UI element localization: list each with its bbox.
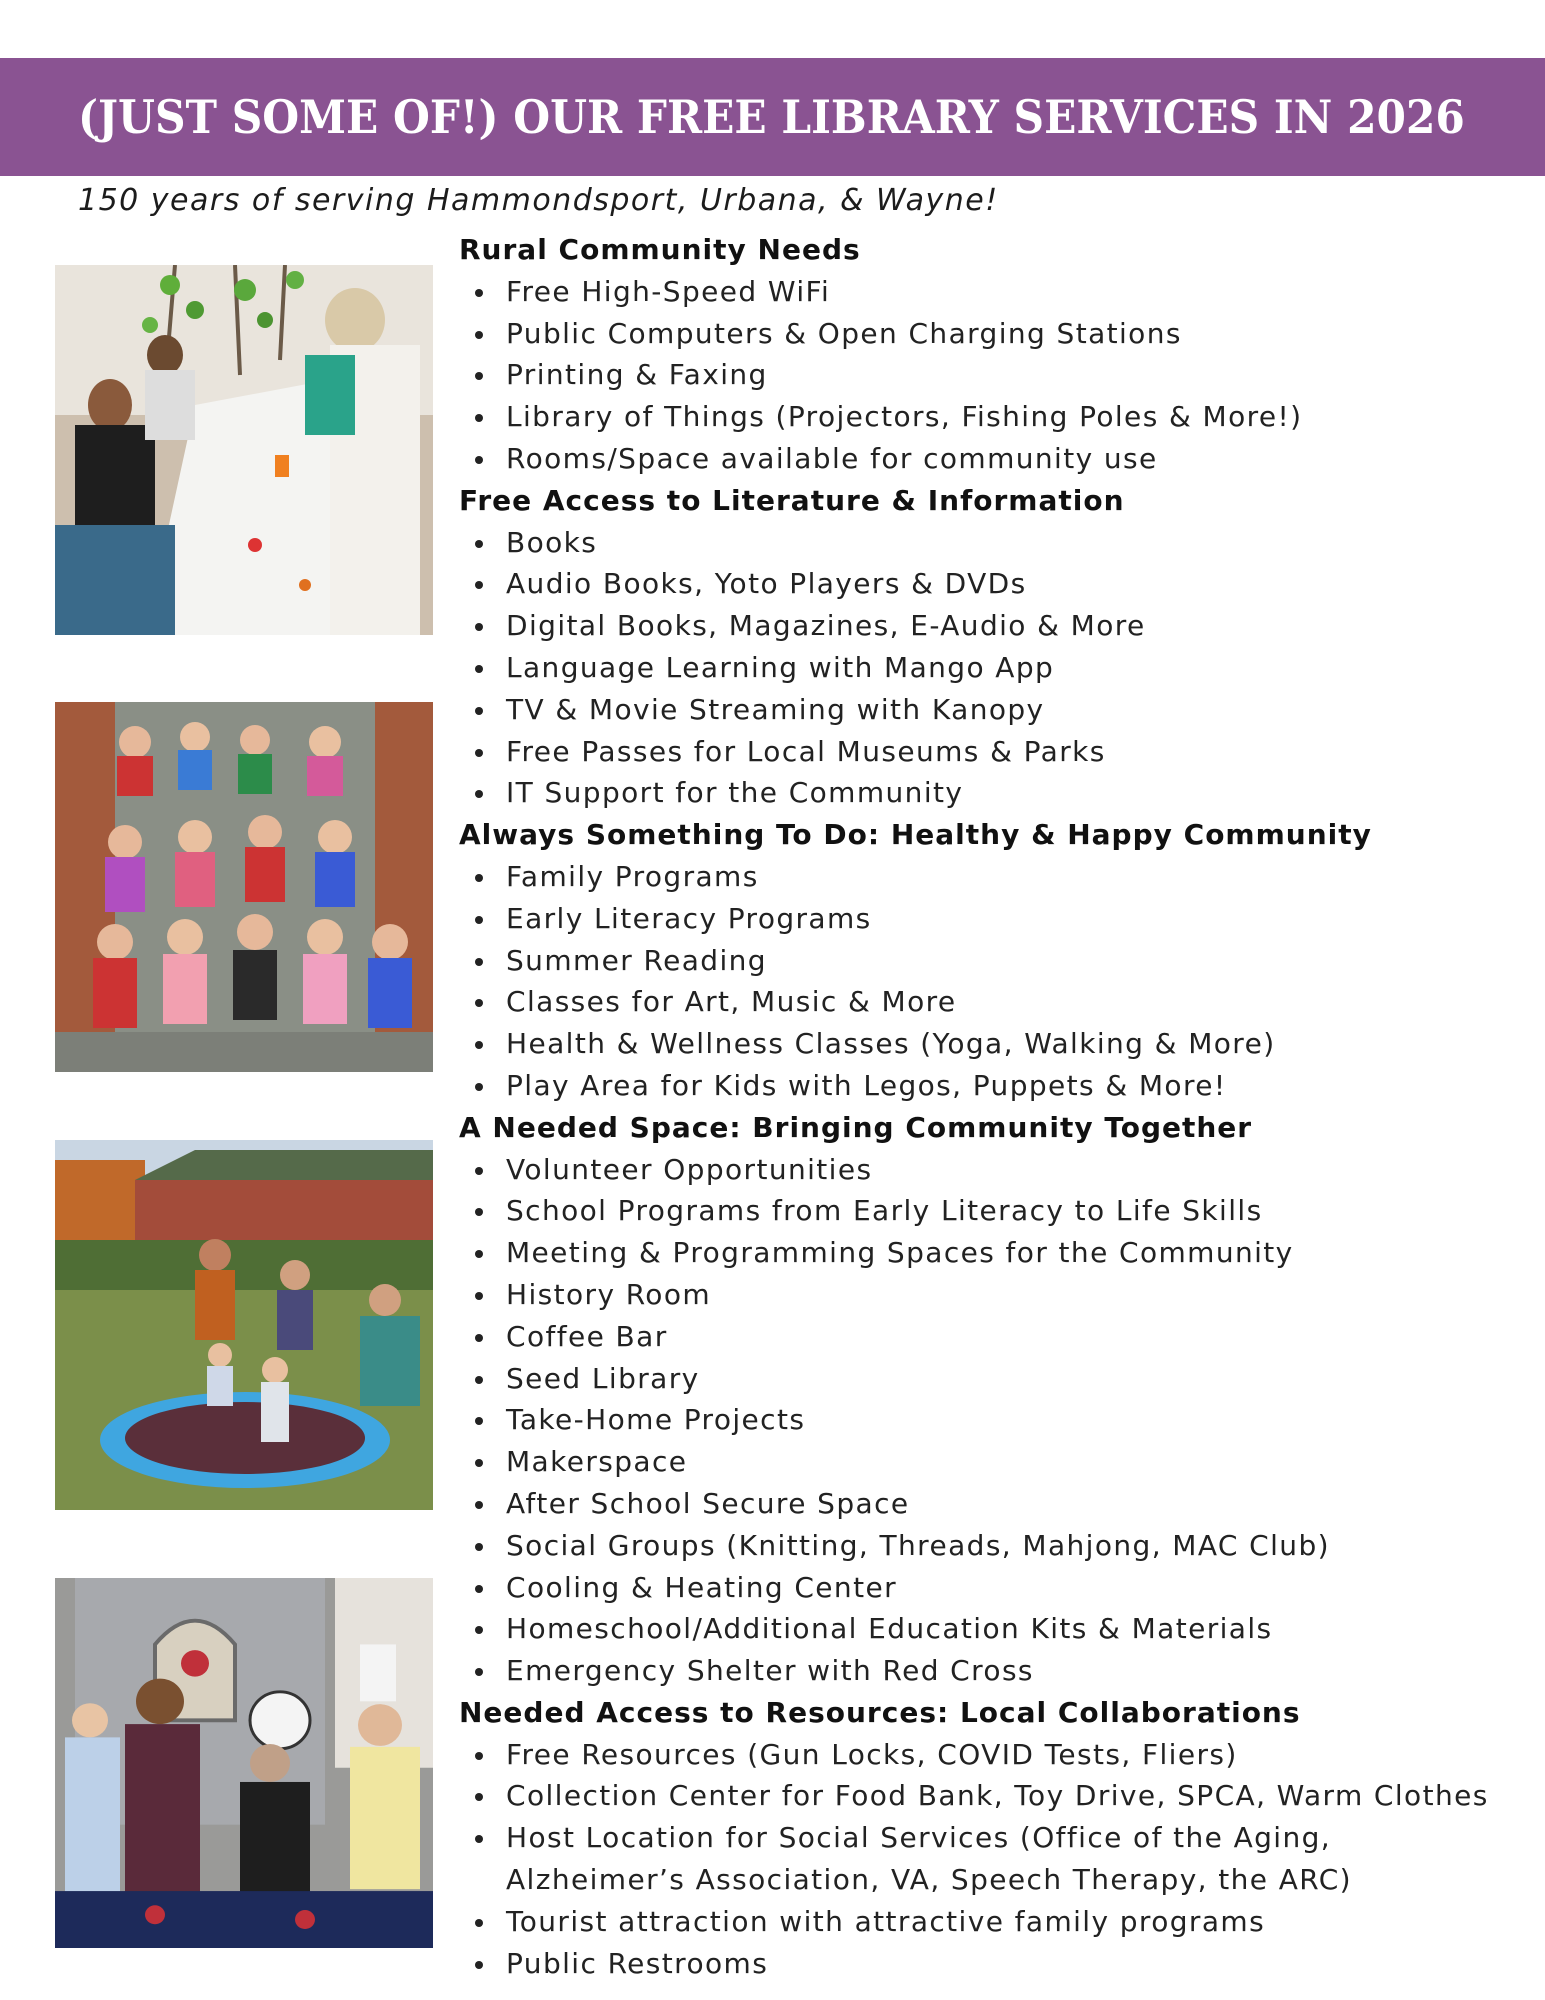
- list-item: Coffee Bar: [459, 1316, 1519, 1358]
- section-heading: Always Something To Do: Healthy & Happy Community: [459, 818, 1372, 852]
- list-item: TV & Movie Streaming with Kanopy: [459, 689, 1519, 731]
- section-healthy-community: [459, 814, 1519, 1107]
- list-item: Seed Library: [459, 1358, 1519, 1400]
- list-item: Cooling & Heating Center: [459, 1567, 1519, 1609]
- list-item: Family Programs: [459, 856, 1519, 898]
- list-item: Volunteer Opportunities: [459, 1149, 1519, 1191]
- list-item: History Room: [459, 1274, 1519, 1316]
- list-item: Library of Things (Projectors, Fishing Poles & More!): [459, 396, 1519, 438]
- list-item: Early Literacy Programs: [459, 898, 1519, 940]
- services-list: [459, 229, 1519, 1984]
- title-banner: [0, 58, 1545, 176]
- page-title: (JUST SOME OF!) OUR FREE LIBRARY SERVICES IN 2026: [78, 90, 1465, 144]
- list-item: Language Learning with Mango App: [459, 647, 1519, 689]
- list-item: Classes for Art, Music & More: [459, 981, 1519, 1023]
- list-item: Public Computers & Open Charging Stations: [459, 313, 1519, 355]
- list-item: Books: [459, 522, 1519, 564]
- list-item: After School Secure Space: [459, 1483, 1519, 1525]
- section-heading: Needed Access to Resources: Local Collaborations: [459, 1695, 1301, 1729]
- list-item: Free Resources (Gun Locks, COVID Tests, Fliers): [459, 1734, 1519, 1776]
- list-item: Take-Home Projects: [459, 1399, 1519, 1441]
- section-heading: Free Access to Literature & Information: [459, 483, 1125, 517]
- list-item: Social Groups (Knitting, Threads, Mahjong, MAC Club): [459, 1525, 1519, 1567]
- list-item: Homeschool/Additional Education Kits & Materials: [459, 1608, 1519, 1650]
- list-item: Public Restrooms: [459, 1943, 1519, 1985]
- list-item: Meeting & Programming Spaces for the Community: [459, 1232, 1519, 1274]
- list-item: Printing & Faxing: [459, 354, 1519, 396]
- section-heading: A Needed Space: Bringing Community Together: [459, 1110, 1253, 1144]
- craft-workshop-photo: [55, 265, 433, 635]
- list-item: IT Support for the Community: [459, 772, 1519, 814]
- list-item: Emergency Shelter with Red Cross: [459, 1650, 1519, 1692]
- list-item: Collection Center for Food Bank, Toy Drive, SPCA, Warm Clothes: [459, 1775, 1519, 1817]
- list-item: Play Area for Kids with Legos, Puppets & More!: [459, 1065, 1519, 1107]
- section-rural-needs: [459, 229, 1519, 480]
- list-item: Host Location for Social Services (Office of the Aging, Alzheimer’s Association, VA, Speech Therapy, the ARC): [459, 1817, 1519, 1901]
- section-heading: Rural Community Needs: [459, 233, 861, 266]
- list-item: Free High-Speed WiFi: [459, 271, 1519, 313]
- list-item: Rooms/Space available for community use: [459, 438, 1519, 480]
- list-item: School Programs from Early Literacy to Life Skills: [459, 1190, 1519, 1232]
- list-item: Health & Wellness Classes (Yoga, Walking & More): [459, 1023, 1519, 1065]
- section-local-collaborations: [459, 1692, 1519, 1985]
- list-item: Makerspace: [459, 1441, 1519, 1483]
- children-group-photo: [55, 702, 433, 1072]
- list-item: Digital Books, Magazines, E-Audio & More: [459, 605, 1519, 647]
- section-literature-access: [459, 480, 1519, 814]
- section-community-space: [459, 1107, 1519, 1692]
- list-item: Audio Books, Yoto Players & DVDs: [459, 563, 1519, 605]
- list-item: Tourist attraction with attractive family programs: [459, 1901, 1519, 1943]
- page-subtitle: 150 years of serving Hammondsport, Urbana, & Wayne!: [78, 183, 999, 218]
- outdoor-event-photo: [55, 1140, 433, 1510]
- list-item: Summer Reading: [459, 940, 1519, 982]
- list-item: Free Passes for Local Museums & Parks: [459, 731, 1519, 773]
- costume-event-photo: [55, 1578, 433, 1948]
